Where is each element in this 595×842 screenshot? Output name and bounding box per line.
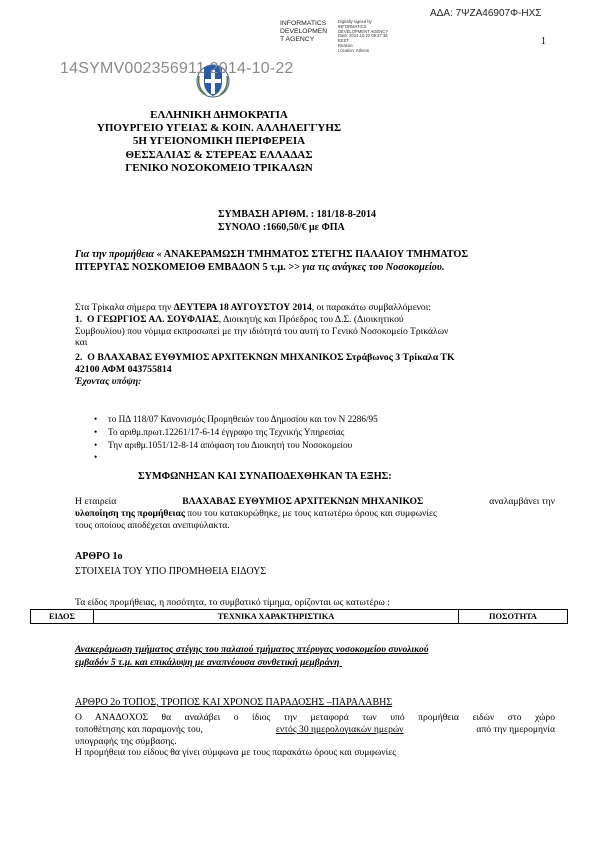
item-description bbox=[75, 644, 555, 669]
company-line-3: τους οποίους αποδέχεται ανεπιφύλακτα. bbox=[75, 519, 230, 531]
subject-suffix: >> για τις ανάγκες του Νοσοκομείου. bbox=[288, 262, 445, 273]
article-1-subtitle: ΣΤΟΙΧΕΙΑ ΤΟΥ ΥΠΟ ΠΡΟΜΗΘΕΙΑ ΕΙΔΟΥΣ bbox=[75, 566, 267, 577]
article-2-text: από την ημερομηνία bbox=[476, 723, 555, 735]
subject-prefix: Για την προμήθεια « bbox=[75, 249, 162, 260]
party-2-line-2: 42100 ΑΦΜ 043755814 bbox=[75, 363, 172, 375]
sig-line: Date: 2014.10.22 09:27:36 bbox=[338, 33, 388, 39]
and-word: και bbox=[75, 337, 88, 349]
article-2-text: τοποθέτησης και παραμονής του, bbox=[75, 723, 203, 735]
table-header-row bbox=[31, 610, 568, 624]
sig-line: DEVELOPMENT AGENCY bbox=[338, 28, 389, 34]
letterhead-line: ΘΕΣΣΑΛΙΑΣ & ΣΤΕΡΕΑΣ ΕΛΛΑΔΑΣ bbox=[125, 148, 313, 161]
company-name: ΒΛΑΧΑΒΑΣ ΕΥΘΥΜΙΟΣ ΑΡΧΙΤΕΚΝΩΝ ΜΗΧΑΝΙΚΟΣ bbox=[182, 496, 424, 507]
consideration-item bbox=[108, 451, 552, 464]
document-watermark: 14SYMV002356911 2014-10-22 bbox=[60, 60, 294, 77]
signature-details bbox=[338, 20, 398, 54]
party-1-desc: , Διοικητής και Πρόεδρος του Δ.Σ. (Διοικητικού bbox=[218, 313, 404, 325]
signing-agency bbox=[280, 20, 328, 44]
party-1-desc-2: Συμβουλίου) που νόμιμα εκπροσωπεί με την ιδιότητά του αυτή το Γενικό Νοσοκομείο Τρικάλων bbox=[75, 325, 449, 337]
item-underline-fill bbox=[339, 657, 377, 670]
subject-line-2 bbox=[75, 261, 555, 274]
article-2-line-3: υπογραφής της σύμβασης. bbox=[75, 735, 177, 747]
party-num: 1. bbox=[75, 313, 83, 325]
company-line-2 bbox=[75, 508, 555, 520]
intro-line bbox=[75, 302, 555, 314]
intro-text: Στα Τρίκαλα σήμερα την bbox=[75, 302, 172, 313]
company-paragraph bbox=[75, 496, 555, 531]
considering-label: Έχοντας υπόψη: bbox=[75, 375, 142, 387]
sig-line: EEST bbox=[338, 38, 349, 44]
letterhead-line: ΥΠΟΥΡΓΕΙΟ ΥΓΕΙΑΣ & ΚΟΙΝ. ΑΛΛΗΛΕΓΓΥΗΣ bbox=[96, 122, 342, 135]
consideration-item: • Την αριθμ.1051/12-8-14 απόφαση του Διοικητή του Νοσοκομείου bbox=[108, 439, 552, 452]
company-text: που του κατακυρώθηκε, με τους κατωτέρω όρους και συμφωνίες bbox=[187, 507, 437, 519]
letterhead-line: ΓΕΝΙΚΟ ΝΟΣΟΚΟΜΕΙΟ ΤΡΙΚΑΛΩΝ bbox=[125, 161, 313, 174]
article-1-title: ΑΡΘΡΟ 1ο bbox=[75, 551, 123, 562]
item-line: Ανακεράμωση τμήματος στέγης του παλαιού τμήματος πτέρυγας νοσοκομείου συνολικού bbox=[75, 644, 429, 655]
item-line-2 bbox=[75, 657, 555, 670]
letterhead bbox=[60, 109, 378, 175]
sig-line: Reason: bbox=[338, 42, 354, 48]
contract-date: ΔΕΥΤΕΡΑ 18 ΑΥΓΟΥΣΤΟΥ 2014 bbox=[173, 302, 312, 313]
subject-title: ΑΝΑΚΕΡΑΜΩΣΗ ΤΜΗΜΑΤΟΣ ΣΤΕΓΗΣ ΠΑΛΑΙΟΥ ΤΜΗΜΑΤΟΣ bbox=[163, 249, 468, 260]
col-header: ΕΙΔΟΣ bbox=[31, 610, 94, 624]
article-2-body bbox=[75, 712, 555, 759]
consideration-item: • Το αριθμ.πρωτ.12261/17-6-14 έγγραφο της Τεχνικής Υπηρεσίας bbox=[108, 426, 552, 439]
item-line: εμβαδόν 5 τ.μ. και επικάλυψη με αναπνέουσα συνθετική μεμβράνη bbox=[75, 656, 340, 668]
items-table bbox=[30, 609, 568, 624]
party-1 bbox=[75, 314, 555, 326]
letterhead-line: ΕΛΛΗΝΙΚΗ ΔΗΜΟΚΡΑΤΙΑ bbox=[150, 109, 288, 121]
article-2-line-1: Ο ΑΝΑΔΟΧΟΣ θα αναλάβει ο ίδιος την μεταφορά των υπό προμήθεια ειδών στο χώρο bbox=[75, 712, 555, 723]
contract-number: ΣΥΜΒΑΣΗ ΑΡΙΘΜ. : 181/18-8-2014 bbox=[218, 209, 377, 220]
article-2-line-4: Η προμήθεια του είδους θα γίνει σύμφωνα με τους παρακάτω όρους και συμφωνίες bbox=[75, 747, 397, 759]
col-header: ΠΟΣΟΤΗΤΑ bbox=[459, 610, 568, 624]
subject-line-1 bbox=[75, 248, 555, 261]
sig-line: Location: Athens bbox=[338, 47, 369, 53]
company-text: αναλαμβάνει την bbox=[489, 496, 555, 507]
delivery-deadline: εντός 30 ημερολογιακών ημερών bbox=[275, 723, 404, 735]
contract-total: ΣΥΝΟΛΟ :1660,50/€ με ΦΠΑ bbox=[218, 222, 345, 233]
considerations-list bbox=[92, 413, 552, 464]
subject-title-2: ΠΤΕΡΥΓΑΣ ΝΟΣΚΟΜΕΙΟΘ ΕΜΒΑΔΟΝ 5 τ.μ. bbox=[75, 262, 286, 273]
letterhead-line: 5Η ΥΓΕΙΟΝΟΜΙΚΗ ΠΕΡΙΦΕΡΕΙΑ bbox=[132, 135, 306, 148]
agency-line: DEVELOPMEN bbox=[280, 28, 328, 35]
company-text: Η εταιρεία bbox=[75, 496, 117, 507]
intro-text: , οι παρακάτω συμβαλλόμενοι: bbox=[311, 302, 431, 313]
consideration-item: • το ΠΔ 118/07 Κανονισμός Προμηθειών του Δημοσίου και τον Ν 2286/95 bbox=[108, 413, 552, 426]
article-2-title: ΑΡΘΡΟ 2ο ΤΟΠΟΣ, ΤΡΟΠΟΣ ΚΑΙ ΧΡΟΝΟΣ ΠΑΡΑΔΟΣΗΣ –ΠΑΡΑΛΑΒΗΣ bbox=[75, 697, 393, 708]
intro-paragraph bbox=[75, 302, 555, 388]
party-2 bbox=[75, 352, 555, 364]
company-emph: υλοποίηση της προμήθειας bbox=[75, 507, 185, 519]
col-header: ΤΕΧΝΙΚΑ ΧΑΡΑΚΤΗΡΙΣΤΙΚΑ bbox=[94, 610, 459, 624]
article-1-text: Τα είδος προμήθειας, η ποσότητα, το συμβατικό τίμημα, ορίζονται ως κατωτέρω : bbox=[75, 597, 390, 608]
party-num: 2. bbox=[75, 352, 83, 364]
sig-line: Digitally signed by bbox=[338, 19, 372, 24]
agency-line: INFORMATICS bbox=[280, 20, 327, 27]
agency-line: T AGENCY bbox=[280, 36, 315, 43]
company-line-1 bbox=[75, 496, 555, 508]
agreed-heading: ΣΥΜΦΩΝΗΣΑΝ ΚΑΙ ΣΥΝΑΠΟΔΕΧΘΗΚΑΝ ΤΑ ΕΞΗΣ: bbox=[138, 471, 392, 482]
subject bbox=[75, 248, 555, 274]
article-2-line-2 bbox=[75, 724, 555, 736]
page-number: 1 bbox=[541, 36, 546, 47]
ada-code: ΑΔΑ: 7ΨΖΑ46907Φ-ΗΧΣ bbox=[430, 8, 542, 19]
party-1-name: Ο ΓΕΩΡΓΙΟΣ ΑΛ. ΣΟΥΦΛΙΑΣ bbox=[87, 313, 219, 325]
sig-line: INFORMATICS bbox=[338, 23, 367, 29]
party-2-line-1: Ο ΒΛΑΧΑΒΑΣ ΕΥΘΥΜΙΟΣ ΑΡΧΙΤΕΚΝΩΝ ΜΗΧΑΝΙΚΟΣ Στράβωνος 3 Τρίκαλα ΤΚ bbox=[87, 352, 455, 364]
